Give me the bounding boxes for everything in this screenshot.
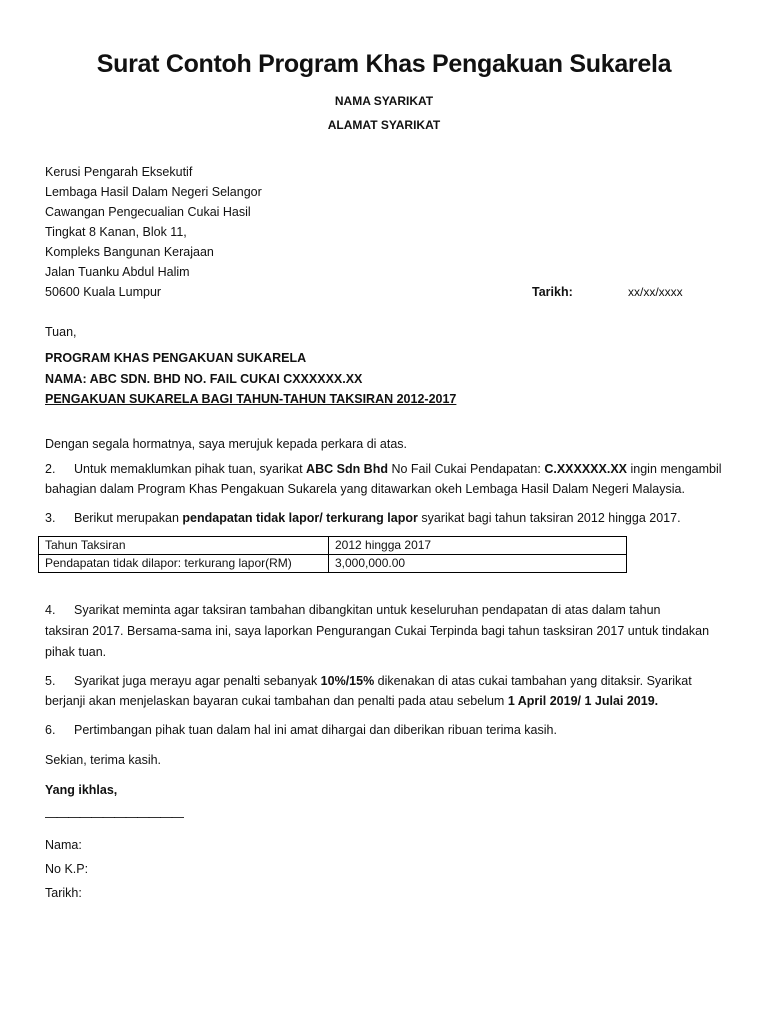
table-cell: Pendapatan tidak dilapor: terkurang lapor(RM): [39, 555, 329, 573]
table-cell: 2012 hingga 2017: [329, 537, 627, 555]
paragraph-6: [45, 720, 735, 740]
paragraph-text: Pertimbangan pihak tuan dalam hal ini amat dihargai dan diberikan ribuan terima kasih.: [74, 723, 557, 737]
paragraph-text: Berikut merupakan: [74, 511, 183, 525]
penalty-rate: 10%/15%: [320, 674, 375, 688]
subject-line-1: PROGRAM KHAS PENGAKUAN SUKARELA: [45, 351, 307, 365]
address-line: Cawangan Pengecualian Cukai Hasil: [45, 205, 251, 219]
paragraph-text: Syarikat juga merayu agar penalti sebanyak: [74, 674, 321, 688]
address-line: Jalan Tuanku Abdul Halim: [45, 265, 190, 279]
emphasis-text: pendapatan tidak lapor/ terkurang lapor: [182, 511, 418, 525]
table-row: [39, 537, 627, 555]
paragraph-3: [45, 508, 735, 528]
recipient-address: [45, 162, 262, 302]
paragraph-text: dikenakan di atas cukai tambahan yang ditaksir. Syarikat: [374, 674, 692, 688]
address-line: 50600 Kuala Lumpur: [45, 285, 162, 299]
paragraph-number: 5.: [45, 674, 56, 688]
table-cell: 3,000,000.00: [329, 555, 627, 573]
address-line: Lembaga Hasil Dalam Negeri Selangor: [45, 185, 262, 199]
paragraph-number: 3.: [45, 511, 56, 525]
salutation: Tuan,: [45, 325, 77, 339]
name-field: Nama:: [45, 838, 82, 852]
paragraph-4: [45, 600, 735, 663]
date-label: Tarikh:: [532, 285, 573, 299]
income-table: [38, 536, 627, 573]
date-value: xx/xx/xxxx: [628, 285, 683, 299]
signature-line: ————————————: [45, 810, 183, 824]
subject-line-3: PENGAKUAN SUKARELA BAGI TAHUN-TAHUN TAKSIRAN 2012-2017: [45, 392, 457, 406]
paragraph-text: Syarikat meminta agar taksiran tambahan dibangkitan untuk keseluruhan pendapatan di atas dalam tahun: [74, 603, 661, 617]
address-line: Kompleks Bangunan Kerajaan: [45, 245, 214, 259]
paragraph-2: [45, 459, 735, 499]
letter-title: Surat Contoh Program Khas Pengakuan Sukarela: [96, 50, 672, 78]
opening-paragraph: Dengan segala hormatnya, saya merujuk kepada perkara di atas.: [45, 437, 408, 451]
paragraph-text: syarikat bagi tahun taksiran 2012 hingga 2017.: [417, 511, 681, 525]
paragraph-text: ingin mengambil: [627, 462, 722, 476]
paragraph-number: 6.: [45, 723, 56, 737]
deadline-dates: 1 April 2019/ 1 Julai 2019.: [507, 694, 659, 708]
paragraph-5: [45, 671, 735, 711]
paragraph-number: 4.: [45, 603, 56, 617]
paragraph-text: No Fail Cukai Pendapatan:: [387, 462, 545, 476]
company-ref: ABC Sdn Bhd: [306, 462, 388, 476]
date-field: Tarikh:: [45, 886, 82, 900]
paragraph-text: taksiran 2017. Bersama-sama ini, saya laporkan Pengurangan Cukai Terpinda bagi tahun tasksiran 2017 untuk tindakan: [45, 624, 710, 638]
paragraph-text: Untuk memaklumkan pihak tuan, syarikat: [74, 462, 307, 476]
address-line: Kerusi Pengarah Eksekutif: [45, 165, 193, 179]
paragraph-text: bahagian dalam Program Khas Pengakuan Sukarela yang ditawarkan okeh Lembaga Hasil Dalam Negeri Malaysia.: [45, 482, 685, 496]
closing: Sekian, terima kasih.: [45, 753, 162, 767]
table-row: [39, 555, 627, 573]
table-cell: Tahun Taksiran: [39, 537, 329, 555]
paragraph-text: pihak tuan.: [45, 645, 107, 659]
sign-off: Yang ikhlas,: [45, 783, 118, 797]
paragraph-text: berjanji akan menjelaskan bayaran cukai tambahan dan penalti pada atau sebelum: [45, 694, 508, 708]
paragraph-number: 2.: [45, 462, 56, 476]
tax-file-ref: C.XXXXXX.XX: [544, 462, 628, 476]
ic-field: No K.P:: [45, 862, 89, 876]
subject-line-2: NAMA: ABC SDN. BHD NO. FAIL CUKAI CXXXXXX.XX: [45, 372, 363, 386]
company-address: ALAMAT SYARIKAT: [327, 118, 441, 132]
address-line: Tingkat 8 Kanan, Blok 11,: [45, 225, 187, 239]
company-name: NAMA SYARIKAT: [334, 94, 434, 108]
